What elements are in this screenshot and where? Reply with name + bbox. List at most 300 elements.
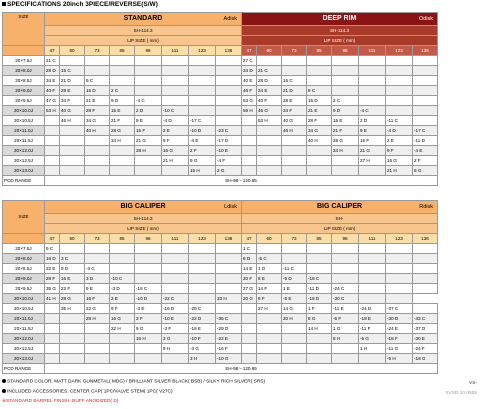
offset-cell <box>189 96 216 106</box>
rim-size: 20×8.5J <box>3 264 45 274</box>
table-row <box>3 116 438 126</box>
offset-cell: -22 D <box>189 314 216 324</box>
offset-cell <box>413 96 438 106</box>
offset-cell: 9 D <box>110 96 135 106</box>
offset-cell: 2 E <box>162 126 189 136</box>
offset-cell: 28 H <box>135 146 162 156</box>
offset-cell <box>307 344 332 354</box>
offset-cell <box>110 56 135 66</box>
lip-size-60: 60 <box>60 234 85 244</box>
offset-cell: 15 F <box>135 126 162 136</box>
offset-cell <box>257 136 282 146</box>
offset-cell: -5 E <box>282 294 307 304</box>
offset-cell <box>135 244 162 254</box>
offset-cell: 20 F <box>242 274 257 284</box>
offset-cell <box>307 56 332 66</box>
offset-cell <box>45 334 60 344</box>
product-code-1: VS- <box>469 381 477 386</box>
rim-size: 20×11.0J <box>3 126 45 136</box>
table-row <box>3 244 438 254</box>
offset-cell: 14 G <box>282 304 307 314</box>
rim-size: 20×10.0J <box>3 106 45 116</box>
offset-cell <box>386 106 413 116</box>
offset-cell: 16 F <box>85 294 110 304</box>
offset-cell: 28 H <box>85 314 110 324</box>
big-caliper-l-lip-label: LIP SIZE ( mm) <box>45 224 242 234</box>
offset-cell <box>85 254 110 264</box>
offset-cell <box>135 274 162 284</box>
lip-size-60: 60 <box>60 46 85 56</box>
offset-cell <box>60 166 85 176</box>
offset-cell: -37 D <box>413 324 438 334</box>
lip-size-98: 98 <box>135 234 162 244</box>
offset-cell <box>282 56 307 66</box>
offset-cell <box>282 334 307 344</box>
offset-cell: 2 G <box>216 166 242 176</box>
table-row <box>3 274 438 284</box>
offset-cell: 16 G <box>110 314 135 324</box>
offset-cell: -18 G <box>413 354 438 364</box>
offset-cell <box>386 66 413 76</box>
rim-size: 20×7.5J <box>3 244 45 254</box>
lip-size-111: 111 <box>359 46 386 56</box>
offset-cell <box>45 344 60 354</box>
offset-cell <box>60 324 85 334</box>
offset-cell: 28 F <box>45 274 60 284</box>
offset-cell <box>216 264 242 274</box>
offset-cell <box>242 344 257 354</box>
deep-rim-title: DEEP RIM <box>322 15 357 22</box>
offset-cell <box>216 96 242 106</box>
offset-cell: 59 H <box>242 106 257 116</box>
offset-cell <box>189 66 216 76</box>
offset-cell: -16 E <box>189 324 216 334</box>
rim-size: 20×8.0J <box>3 66 45 76</box>
size-header: SIZE <box>3 201 45 234</box>
offset-cell <box>386 264 413 274</box>
offset-cell <box>216 274 242 284</box>
offset-cell: 21 G <box>135 136 162 146</box>
lip-size-85: 85 <box>110 46 135 56</box>
rim-size: 20×12.0J <box>3 334 45 344</box>
offset-cell: -4 C <box>359 106 386 116</box>
offset-cell <box>359 56 386 66</box>
offset-cell: 2 E <box>386 136 413 146</box>
offset-cell <box>216 304 242 314</box>
offset-cell <box>359 96 386 106</box>
offset-cell: 34 D <box>242 66 257 76</box>
offset-cell <box>257 126 282 136</box>
offset-cell <box>110 354 135 364</box>
offset-cell: 15 G <box>386 156 413 166</box>
big-caliper-r-title: BIG CALIPER <box>316 203 363 210</box>
offset-cell: 27 G <box>242 284 257 294</box>
lip-size-136: 136 <box>216 234 242 244</box>
offset-cell: -3 D <box>110 284 135 294</box>
offset-cell <box>282 146 307 156</box>
lip-size-47: 47 <box>242 46 257 56</box>
size-header-blank <box>3 234 45 244</box>
offset-cell <box>162 56 189 66</box>
offset-cell <box>216 254 242 264</box>
size-header: SIZE <box>3 13 45 46</box>
accessories-text: INCLUDED ACCESSORIES: CENTER CAP( 1PC/VALVE STEM( 1PC( V27C) <box>7 389 173 395</box>
offset-cell <box>332 66 359 76</box>
offset-cell <box>60 354 85 364</box>
rim-size: 20×10.0J <box>3 294 45 304</box>
offset-cell: 28 F <box>85 106 110 116</box>
lip-size-123: 123 <box>386 234 413 244</box>
offset-cell: 34 F <box>60 96 85 106</box>
offset-cell <box>413 264 438 274</box>
lip-size-47: 47 <box>242 234 257 244</box>
pcd-range-label: PCD RANGE <box>3 364 45 374</box>
offset-cell <box>386 76 413 86</box>
offset-cell <box>386 96 413 106</box>
offset-cell <box>162 284 189 294</box>
offset-cell: 9 F <box>162 136 189 146</box>
offset-cell <box>413 106 438 116</box>
offset-cell: -18 E <box>359 314 386 324</box>
offset-cell: 8 H <box>332 334 359 344</box>
offset-cell: -4 D <box>386 126 413 136</box>
offset-cell <box>242 116 257 126</box>
offset-cell: 9 E <box>359 126 386 136</box>
offset-cell <box>135 264 162 274</box>
standard-pcd-code: SH-114.3 <box>45 26 242 36</box>
rim-size: 20×13.0J <box>3 354 45 364</box>
offset-cell <box>135 354 162 364</box>
offset-cell <box>60 136 85 146</box>
offset-cell: 21 D <box>282 86 307 96</box>
lip-size-60: 60 <box>257 234 282 244</box>
rim-size: 20×11.5J <box>3 136 45 146</box>
offset-cell <box>282 66 307 76</box>
square-bullet-icon <box>2 2 6 6</box>
offset-cell: 8 E <box>257 274 282 284</box>
offset-cell <box>332 56 359 66</box>
offset-cell: 21 E <box>85 96 110 106</box>
offset-cell <box>216 106 242 116</box>
lip-size-136: 136 <box>216 46 242 56</box>
offset-cell: 28 D <box>257 76 282 86</box>
offset-cell: 28 E <box>282 96 307 106</box>
rim-size: 20×9.0J <box>3 86 45 96</box>
rim-size: 20×12.5J <box>3 156 45 166</box>
offset-cell <box>307 244 332 254</box>
offset-cell: 46 H <box>60 116 85 126</box>
big-caliper-l-pcd-code: SH-114.3 <box>45 214 242 224</box>
offset-cell: -22 E <box>216 334 242 344</box>
offset-cell <box>257 314 282 324</box>
offset-cell: -4 F <box>216 156 242 166</box>
lip-size-98: 98 <box>332 234 359 244</box>
table-row <box>3 324 438 334</box>
offset-cell: -30 C <box>332 294 359 304</box>
offset-cell: -29 D <box>216 324 242 334</box>
offset-cell <box>45 136 60 146</box>
offset-cell <box>45 314 60 324</box>
offset-cell <box>45 126 60 136</box>
offset-cell <box>85 324 110 334</box>
offset-cell <box>45 116 60 126</box>
offset-cell <box>242 354 257 364</box>
offset-cell: -24 D <box>359 304 386 314</box>
offset-cell: 34 F <box>282 106 307 116</box>
pcd-range-value: SH-98～120.65 <box>45 364 438 374</box>
offset-cell <box>359 76 386 86</box>
standard-color-note <box>2 379 265 384</box>
offset-cell: 20 G <box>242 294 257 304</box>
offset-cell <box>386 56 413 66</box>
offset-cell <box>242 334 257 344</box>
offset-cell <box>359 166 386 176</box>
offset-cell <box>307 166 332 176</box>
offset-cell <box>307 334 332 344</box>
offset-cell <box>45 354 60 364</box>
offset-cell: 34 H <box>110 136 135 146</box>
offset-cell <box>359 294 386 304</box>
offset-cell <box>189 106 216 116</box>
offset-cell <box>242 136 257 146</box>
offset-cell: -4 D <box>162 116 189 126</box>
lip-size-98: 98 <box>135 46 162 56</box>
offset-cell <box>216 56 242 66</box>
offset-cell: 46 G <box>257 106 282 116</box>
offset-cell: 9 C <box>45 244 60 254</box>
offset-cell: -24 F <box>413 344 438 354</box>
offset-cell: 3 D <box>85 274 110 284</box>
offset-cell <box>413 274 438 284</box>
offset-cell: -10 D <box>135 294 162 304</box>
offset-cell <box>189 294 216 304</box>
offset-cell: 34 E <box>257 86 282 96</box>
offset-cell: 27 C <box>242 56 257 66</box>
lip-size-47: 47 <box>45 234 60 244</box>
offset-cell <box>282 244 307 254</box>
offset-cell <box>257 334 282 344</box>
offset-cell: -16 F <box>216 344 242 354</box>
offset-cell: 34 G <box>85 116 110 126</box>
lip-size-60: 60 <box>257 46 282 56</box>
offset-cell <box>307 264 332 274</box>
offset-cell: 21 C <box>257 66 282 76</box>
offset-cell <box>307 66 332 76</box>
table-row <box>3 56 438 66</box>
offset-cell: -17 C <box>413 126 438 136</box>
lip-size-136: 136 <box>413 234 438 244</box>
size-header-blank <box>3 46 45 56</box>
offset-cell: 28 G <box>60 294 85 304</box>
offset-cell: 9 G <box>135 324 162 334</box>
offset-cell <box>332 274 359 284</box>
offset-cell <box>189 264 216 274</box>
offset-cell <box>85 244 110 254</box>
offset-cell: 40 E <box>242 76 257 86</box>
offset-cell <box>45 304 60 314</box>
rim-size: 20×9.5J <box>3 96 45 106</box>
offset-cell: 53 H <box>45 106 60 116</box>
lip-size-85: 85 <box>307 46 332 56</box>
offset-cell <box>359 274 386 284</box>
standard-disk: Adisk <box>223 16 237 22</box>
offset-cell <box>85 354 110 364</box>
offset-cell: 1 H <box>359 344 386 354</box>
lip-size-73: 73 <box>282 46 307 56</box>
offset-cell <box>216 76 242 86</box>
offset-cell <box>413 284 438 294</box>
offset-cell <box>282 254 307 264</box>
offset-cell <box>413 56 438 66</box>
rim-size: 20×10.5J <box>3 116 45 126</box>
offset-cell <box>216 116 242 126</box>
offset-cell: 15 C <box>60 66 85 76</box>
offset-cell <box>307 254 332 264</box>
offset-cell: 1 D <box>257 264 282 274</box>
deep-rim-header <box>242 13 438 26</box>
offset-cell: -3 G <box>189 344 216 354</box>
offset-cell: 9 F <box>386 146 413 156</box>
offset-cell <box>282 166 307 176</box>
offset-cell: 21 H <box>162 156 189 166</box>
offset-cell: 3 F <box>135 314 162 324</box>
offset-cell <box>85 344 110 354</box>
offset-cell: -10 G <box>216 354 242 364</box>
offset-cell <box>332 166 359 176</box>
offset-cell: 8 D <box>242 254 257 264</box>
offset-cell <box>282 324 307 334</box>
big-caliper-l-disk: Ldisk <box>224 204 237 210</box>
offset-cell <box>332 76 359 86</box>
table-row <box>3 156 438 166</box>
offset-cell <box>85 166 110 176</box>
offset-cell <box>386 284 413 294</box>
offset-cell <box>307 146 332 156</box>
offset-cell: 40 F <box>257 96 282 106</box>
offset-cell <box>60 244 85 254</box>
offset-cell: 9 G <box>413 166 438 176</box>
lip-size-123: 123 <box>189 234 216 244</box>
table-row <box>3 294 438 304</box>
offset-cell <box>135 156 162 166</box>
offset-cell: -5 G <box>359 334 386 344</box>
offset-cell <box>60 314 85 324</box>
deep-rim-lip-label: LIP SIZE ( mm) <box>242 36 438 46</box>
offset-cell <box>60 156 85 166</box>
offset-cell: 34 E <box>45 76 60 86</box>
lip-size-47: 47 <box>45 46 60 56</box>
offset-cell <box>282 156 307 166</box>
offset-cell: 27 H <box>257 304 282 314</box>
table-row <box>3 136 438 146</box>
offset-cell <box>60 334 85 344</box>
offset-cell: 27 H <box>359 156 386 166</box>
offset-cell <box>216 86 242 96</box>
offset-cell: -10 D <box>189 126 216 136</box>
offset-cell <box>242 166 257 176</box>
title-text: SPECIFICATIONS 20inch 3PIECE/REVERSE(S/W) <box>7 1 158 8</box>
offset-cell: 22 H <box>110 324 135 334</box>
offset-cell <box>135 56 162 66</box>
offset-cell: -10 C <box>162 106 189 116</box>
big-caliper-r-pcd-code: SH- <box>242 214 438 224</box>
table-row <box>3 344 438 354</box>
offset-cell <box>257 56 282 66</box>
offset-cell <box>282 354 307 364</box>
offset-cell <box>85 146 110 156</box>
offset-cell <box>216 244 242 254</box>
lip-size-111: 111 <box>162 234 189 244</box>
offset-cell: 1 F <box>307 304 332 314</box>
offset-cell: -22 C <box>162 294 189 304</box>
offset-cell <box>242 324 257 334</box>
standard-title: STANDARD <box>123 15 163 22</box>
offset-cell: 15 E <box>332 116 359 126</box>
offset-cell: 34 H <box>332 146 359 156</box>
offset-cell: 9 E <box>135 116 162 126</box>
offset-cell: -3 F <box>162 324 189 334</box>
offset-cell: -10 C <box>110 274 135 284</box>
offset-cell: 3 C <box>60 254 85 264</box>
offset-cell <box>60 344 85 354</box>
rim-size: 20×9.5J <box>3 284 45 294</box>
offset-cell <box>332 344 359 354</box>
bullet-icon <box>2 379 6 383</box>
offset-cell <box>307 156 332 166</box>
offset-cell <box>162 166 189 176</box>
offset-cell: -4 C <box>135 96 162 106</box>
offset-cell: 21 E <box>307 106 332 116</box>
table-row <box>3 264 438 274</box>
big-caliper-table <box>2 200 438 374</box>
offset-cell: 14 H <box>307 324 332 334</box>
offset-cell <box>85 56 110 66</box>
offset-cell <box>189 86 216 96</box>
offset-cell <box>162 66 189 76</box>
offset-cell <box>257 146 282 156</box>
offset-cell <box>85 156 110 166</box>
offset-cell: 3 G <box>162 334 189 344</box>
offset-cell <box>45 166 60 176</box>
offset-cell <box>162 274 189 284</box>
offset-cell <box>413 86 438 96</box>
offset-cell <box>162 264 189 274</box>
offset-cell <box>189 274 216 284</box>
offset-cell: 3 H <box>189 354 216 364</box>
offset-cell <box>45 156 60 166</box>
standard-deep-rim-table <box>2 12 438 186</box>
offset-cell <box>332 254 359 264</box>
rim-size: 20×8.5J <box>3 76 45 86</box>
offset-cell <box>110 166 135 176</box>
offset-cell: 22 G <box>85 304 110 314</box>
offset-cell: 3 E <box>110 294 135 304</box>
offset-cell <box>257 244 282 254</box>
offset-cell <box>189 76 216 86</box>
offset-cell <box>110 146 135 156</box>
table-row <box>3 304 438 314</box>
offset-cell <box>216 284 242 294</box>
offset-cell <box>45 324 60 334</box>
offset-cell <box>110 66 135 76</box>
table-row <box>3 284 438 294</box>
offset-cell: 1 C <box>242 244 257 254</box>
lip-size-136: 136 <box>413 46 438 56</box>
offset-cell: -37 C <box>386 304 413 314</box>
offset-cell <box>386 244 413 254</box>
offset-cell <box>110 344 135 354</box>
offset-cell: 2 C <box>110 86 135 96</box>
